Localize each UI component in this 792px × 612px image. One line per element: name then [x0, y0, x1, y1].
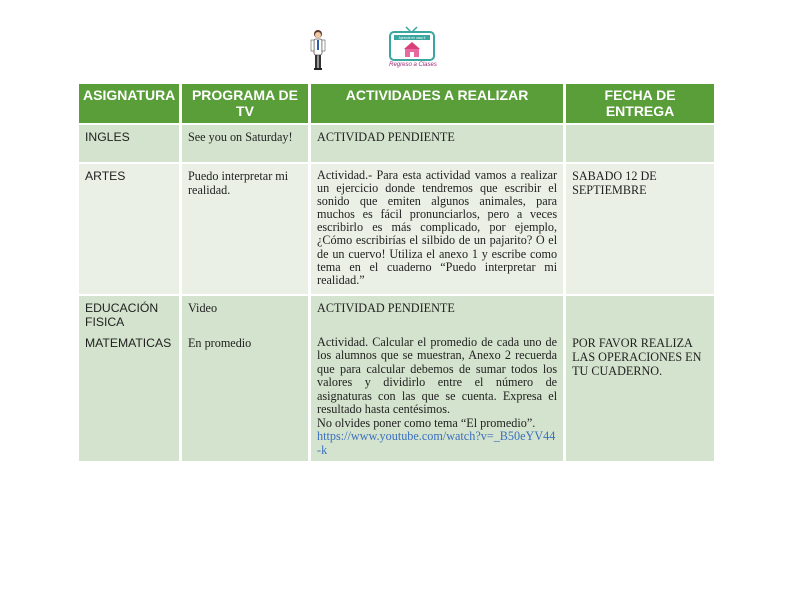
program-cell: Puedo interpretar mi realidad. — [182, 164, 308, 296]
program-cell: Video — [182, 296, 308, 331]
header-fecha-entrega: FECHA DE ENTREGA — [566, 84, 714, 125]
subject-cell: EDUCACIÓN FISICA — [79, 296, 179, 331]
table-row — [79, 331, 714, 464]
subject-cell: ARTES — [79, 164, 179, 296]
youtube-link[interactable]: https://www.youtube.com/watch?v=_B50eYV44-k — [317, 429, 556, 457]
header-logos — [0, 24, 792, 74]
activity-cell: Actividad.- Para esta actividad vamos a realizar un ejercicio donde tendremos que escribir el sonido que emiten algunos animales, para muchos es fácil pronunciarlos, pero a veces escribirlo es más complicado, por ejemplo, ¿Cómo escribirías el silbido de un pajarito? O el de un cuervo! Utiliza el anexo 1 y escribe como tema en el cuaderno “Puedo interpretar mi realidad.” — [311, 164, 563, 296]
tv-logo-banner: Aprende en casa II — [398, 36, 426, 40]
schedule-table — [76, 84, 717, 463]
table-header-row — [79, 84, 714, 125]
header-asignatura: ASIGNATURA — [79, 84, 179, 125]
date-cell — [566, 296, 714, 331]
activity-cell: ACTIVIDAD PENDIENTE — [311, 125, 563, 164]
teacher-figure-icon — [308, 28, 328, 72]
date-cell: POR FAVOR REALIZA LAS OPERACIONES EN TU CUADERNO. — [566, 331, 714, 464]
table-row — [79, 296, 714, 331]
activity-cell — [311, 331, 563, 464]
table-row — [79, 164, 714, 296]
activity-note: No olvides poner como tema “El promedio”. — [317, 415, 536, 430]
subject-cell: MATEMATICAS — [79, 331, 179, 464]
activity-text: Actividad. Calcular el promedio de cada uno de los alumnos que se muestran, Anexo 2 recuerda que para calcular debemos de sumar todos los valores y dividirlo entre el número de asignaturas con las que se cuenta. Expresa el resultado hasta centésimos. — [317, 334, 558, 417]
program-cell: See you on Saturday! — [182, 125, 308, 164]
activity-cell: ACTIVIDAD PENDIENTE — [311, 296, 563, 331]
table-row — [79, 125, 714, 164]
date-cell — [566, 125, 714, 164]
tv-logo-caption: Regreso a Clases — [389, 62, 437, 68]
program-cell: En promedio — [182, 331, 308, 464]
subject-cell: INGLES — [79, 125, 179, 164]
header-programa-tv: PROGRAMA DE TV — [182, 84, 308, 125]
header-actividades: ACTIVIDADES A REALIZAR — [311, 84, 563, 125]
date-cell: SABADO 12 DE SEPTIEMBRE — [566, 164, 714, 296]
